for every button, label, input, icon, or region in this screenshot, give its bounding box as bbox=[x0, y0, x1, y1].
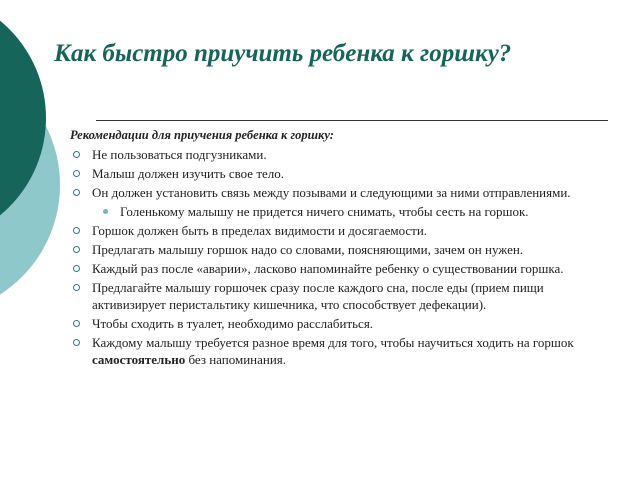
list-item: Предлагать малышу горшок надо со словами, поясняющими, зачем он нужен. bbox=[70, 241, 620, 258]
sub-list-item: Голенькому малышу не придется ничего снимать, чтобы сесть на горшок. bbox=[70, 203, 620, 220]
circle-bullet-icon bbox=[73, 320, 80, 327]
list-item: Не пользоваться подгузниками. bbox=[70, 146, 620, 163]
slide-title: Как быстро приучить ребенка к горшку? bbox=[54, 40, 512, 67]
list-item: Предлагайте малышу горшочек сразу после каждого сна, после еды (прием пищи активизирует перистальтику кишечника, что способствует дефекации). bbox=[70, 279, 620, 313]
list-item: Горшок должен быть в пределах видимости и досягаемости. bbox=[70, 222, 620, 239]
dot-bullet-icon bbox=[103, 209, 108, 214]
list-item: Чтобы сходить в туалет, необходимо расслабиться. bbox=[70, 315, 620, 332]
intro-text: Рекомендации для приучения ребенка к горшку: bbox=[70, 128, 334, 142]
title-divider bbox=[96, 120, 608, 121]
list-item: Каждому малышу требуется разное время для того, чтобы научиться ходить на горшок самостоятельно без напоминания. bbox=[70, 334, 620, 368]
list-item: Он должен установить связь между позывами и следующими за ними отправлениями. bbox=[70, 184, 620, 201]
circle-bullet-icon bbox=[73, 170, 80, 177]
circle-bullet-icon bbox=[73, 189, 80, 196]
circle-bullet-icon bbox=[73, 151, 80, 158]
circle-bullet-icon bbox=[73, 339, 80, 346]
circle-bullet-icon bbox=[73, 227, 80, 234]
circle-bullet-icon bbox=[73, 265, 80, 272]
list-item: Малыш должен изучить свое тело. bbox=[70, 165, 620, 182]
list-item: Каждый раз после «аварии», ласково напоминайте ребенку о существовании горшка. bbox=[70, 260, 620, 277]
circle-bullet-icon bbox=[73, 246, 80, 253]
circle-bullet-icon bbox=[73, 284, 80, 291]
slide-content bbox=[70, 127, 620, 370]
